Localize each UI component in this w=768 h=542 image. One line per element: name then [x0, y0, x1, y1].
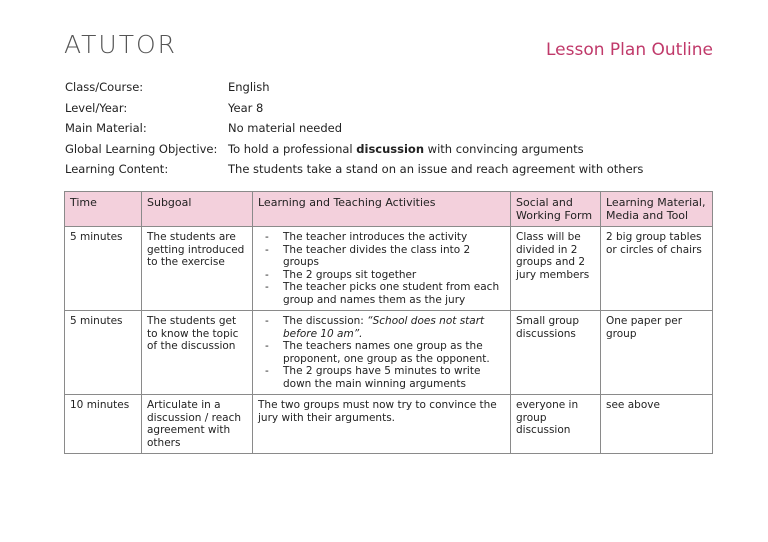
meta-value: The students take a stand on an issue and reach agreement with others [228, 162, 644, 177]
lesson-meta [65, 77, 643, 180]
activity-list [258, 231, 505, 306]
meta-row-content [65, 159, 643, 180]
cell-social: Class will be divided in 2 groups and 2 jury members [511, 227, 601, 311]
cell-activities [253, 227, 511, 311]
list-item: - The 2 groups have 5 minutes to write down the main winning arguments [283, 365, 505, 390]
meta-value-part: with convincing arguments [424, 141, 584, 156]
quote-text: “School does not start before 10 am”. [283, 315, 485, 340]
meta-value: English [228, 80, 270, 95]
cell-time: 5 minutes [65, 227, 142, 311]
cell-activities: The two groups must now try to convince the jury with their arguments. [253, 395, 511, 454]
list-item: - The teacher divides the class into 2 groups [283, 244, 505, 269]
list-item: - The 2 groups sit together [283, 269, 505, 282]
header-activities: Learning and Teaching Activities [253, 192, 511, 227]
table-row [65, 227, 713, 311]
meta-key: Global Learning Objective: [65, 141, 218, 156]
meta-value: Year 8 [228, 100, 264, 115]
atutor-logo: ATUTOR [64, 30, 178, 59]
cell-material: see above [601, 395, 713, 454]
list-item [283, 315, 505, 340]
cell-subgoal: The students are getting introduced to the exercise [142, 227, 253, 311]
activity-list [258, 315, 505, 390]
cell-social: Small group discussions [511, 311, 601, 395]
meta-key: Learning Content: [65, 162, 169, 177]
cell-social: everyone in group discussion [511, 395, 601, 454]
meta-key: Class/Course: [65, 80, 144, 95]
header-subgoal: Subgoal [142, 192, 253, 227]
table-row [65, 311, 713, 395]
meta-row-level [65, 98, 643, 119]
header-social: Social and Working Form [511, 192, 601, 227]
meta-value-bold: discussion [356, 141, 425, 156]
header-time: Time [65, 192, 142, 227]
cell-activities [253, 311, 511, 395]
meta-value: No material needed [228, 121, 343, 136]
meta-row-objective [65, 139, 643, 160]
cell-subgoal: Articulate in a discussion / reach agreement with others [142, 395, 253, 454]
meta-row-material [65, 118, 643, 139]
header-material: Learning Material, Media and Tool [601, 192, 713, 227]
meta-value-part: To hold a professional [228, 141, 357, 156]
meta-key: Main Material: [65, 121, 147, 136]
lesson-plan-table [64, 191, 713, 454]
cell-material: One paper per group [601, 311, 713, 395]
document-title: Lesson Plan Outline [546, 40, 713, 60]
cell-time: 10 minutes [65, 395, 142, 454]
list-item: - The teacher picks one student from each group and names them as the jury [283, 281, 505, 306]
meta-value [228, 142, 584, 156]
table-header-row [65, 192, 713, 227]
list-item: - The teachers names one group as the proponent, one group as the opponent. [283, 340, 505, 365]
cell-time: 5 minutes [65, 311, 142, 395]
list-item: - The teacher introduces the activity [283, 231, 505, 244]
meta-key: Level/Year: [65, 100, 128, 115]
cell-material: 2 big group tables or circles of chairs [601, 227, 713, 311]
cell-subgoal: The students get to know the topic of the discussion [142, 311, 253, 395]
table-row [65, 395, 713, 454]
meta-row-class [65, 77, 643, 98]
quote-prefix: The discussion: [283, 315, 368, 327]
